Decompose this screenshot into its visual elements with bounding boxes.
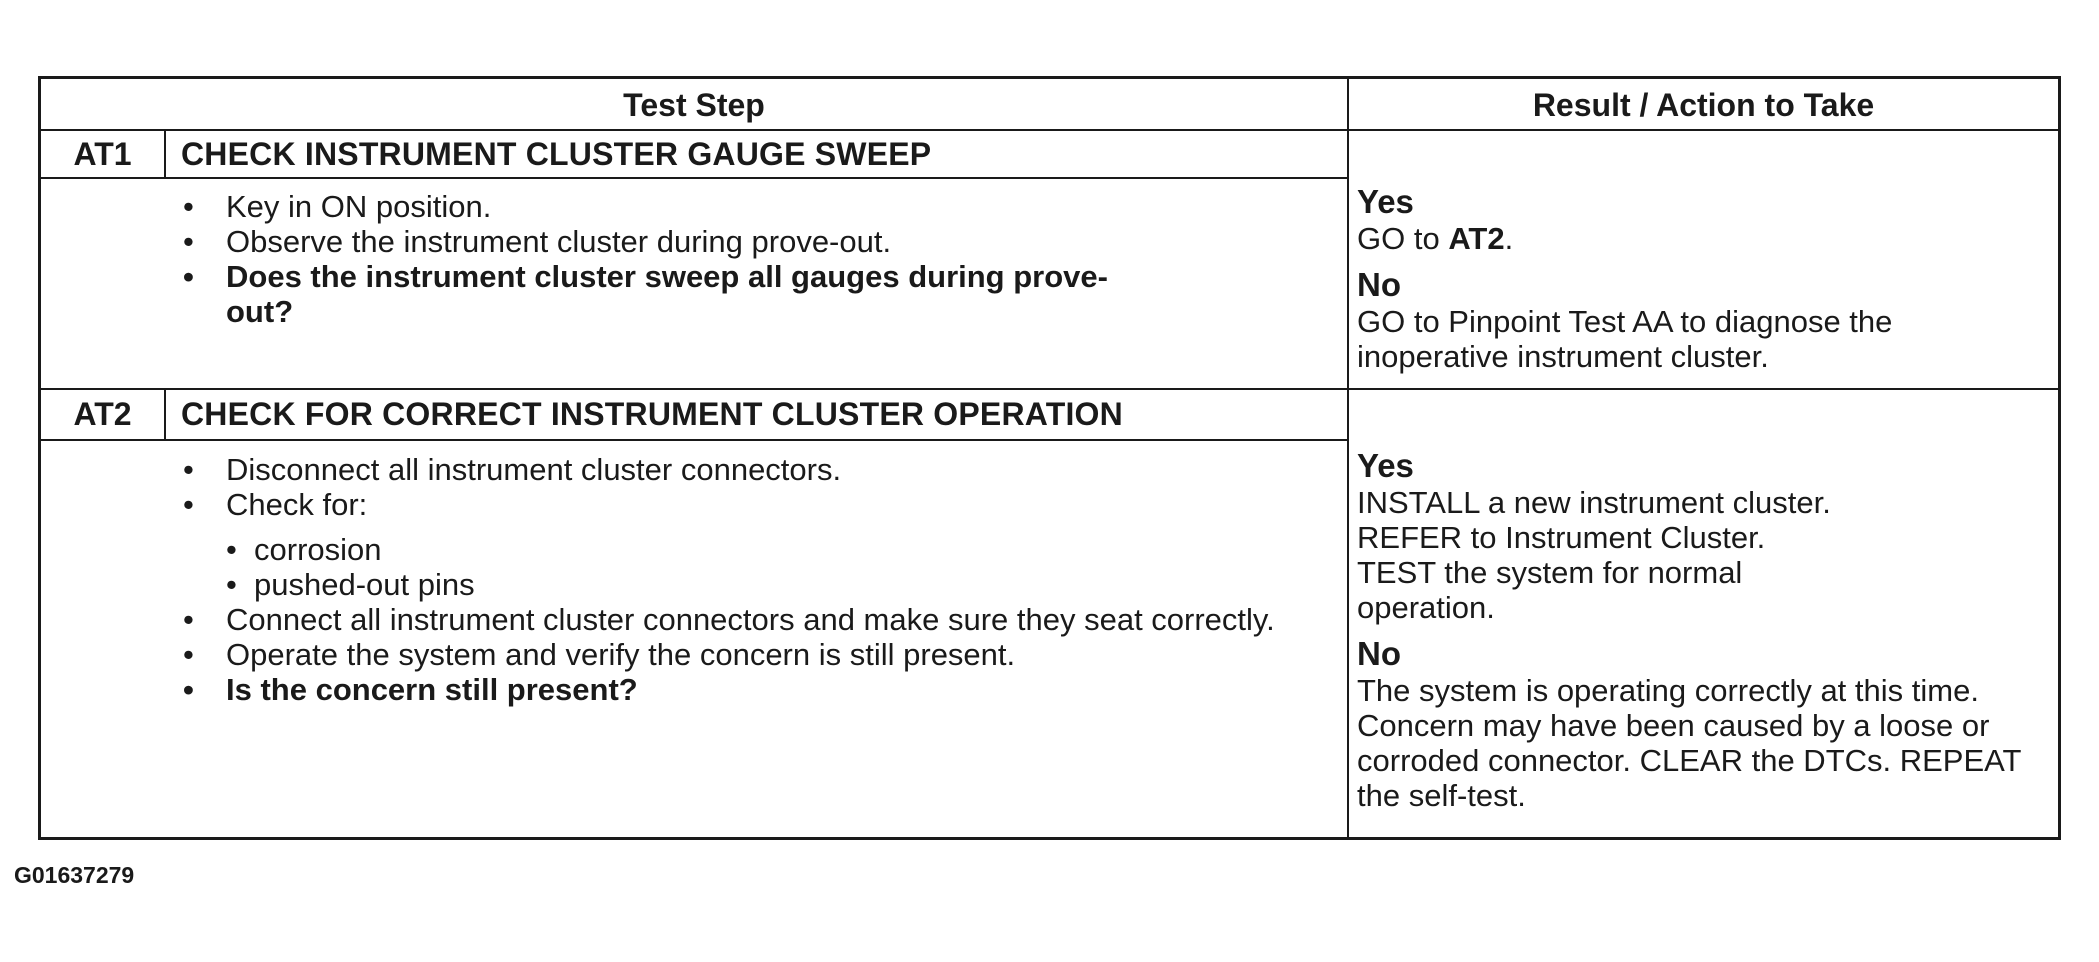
list-item: • Disconnect all instrument cluster connectors. <box>183 452 842 487</box>
no-label: No <box>1357 266 1401 303</box>
no-action: GO to Pinpoint Test AA to diagnose the inoperative instrument cluster. <box>1357 304 1893 374</box>
step-id-at1: AT1 <box>73 135 132 172</box>
yes-action-line: TEST the system for normal operation. <box>1357 555 1743 625</box>
header-test-step: Test Step <box>623 86 765 123</box>
yes-label: Yes <box>1357 447 1414 484</box>
no-label: No <box>1357 635 1401 672</box>
column-divider <box>1347 79 1349 837</box>
result-at2 <box>1357 447 2057 813</box>
at2-title-divider <box>41 439 1347 441</box>
list-item: • Does the instrument cluster sweep all gauges during prove-out? <box>183 259 1108 329</box>
at2-id-divider <box>164 388 166 439</box>
list-item: • Connect all instrument cluster connectors and make sure they seat correctly. <box>183 602 1275 637</box>
no-action: The system is operating correctly at this time. Concern may have been caused by a loose or corroded connector. CLEAR the DTCs. REPEAT the self-test. <box>1357 673 2021 813</box>
figure-id: G01637279 <box>14 862 135 888</box>
yes-action-line: REFER to Instrument Cluster. <box>1357 520 1766 555</box>
step-bullets-at1 <box>171 189 1211 329</box>
list-item: • Key in ON position. <box>183 189 492 224</box>
list-item: • Is the concern still present? <box>183 672 638 707</box>
sub-list-item: • corrosion <box>226 532 382 567</box>
list-item: • Check for: • corrosion • pushed-out pins <box>171 487 1281 602</box>
yes-action: GO to AT2. <box>1357 221 1514 256</box>
sub-list <box>226 532 1281 602</box>
yes-action-line: INSTALL a new instrument cluster. <box>1357 485 1831 520</box>
sub-list-item: • pushed-out pins <box>226 567 475 602</box>
at1-title-divider <box>41 177 1347 179</box>
yes-label: Yes <box>1357 183 1414 220</box>
step-title-at1: CHECK INSTRUMENT CLUSTER GAUGE SWEEP <box>181 135 932 172</box>
header-result-action: Result / Action to Take <box>1532 86 1875 123</box>
step-title-at2: CHECK FOR CORRECT INSTRUMENT CLUSTER OPERATION <box>181 396 1123 432</box>
step-bullets-at2 <box>171 452 1281 707</box>
at1-id-divider <box>164 129 166 177</box>
list-item: • Observe the instrument cluster during prove-out. <box>183 224 892 259</box>
diagnostic-table <box>38 76 2061 840</box>
result-at1 <box>1357 183 2057 374</box>
list-item: • Operate the system and verify the concern is still present. <box>183 637 1016 672</box>
step-id-at2: AT2 <box>73 396 132 432</box>
